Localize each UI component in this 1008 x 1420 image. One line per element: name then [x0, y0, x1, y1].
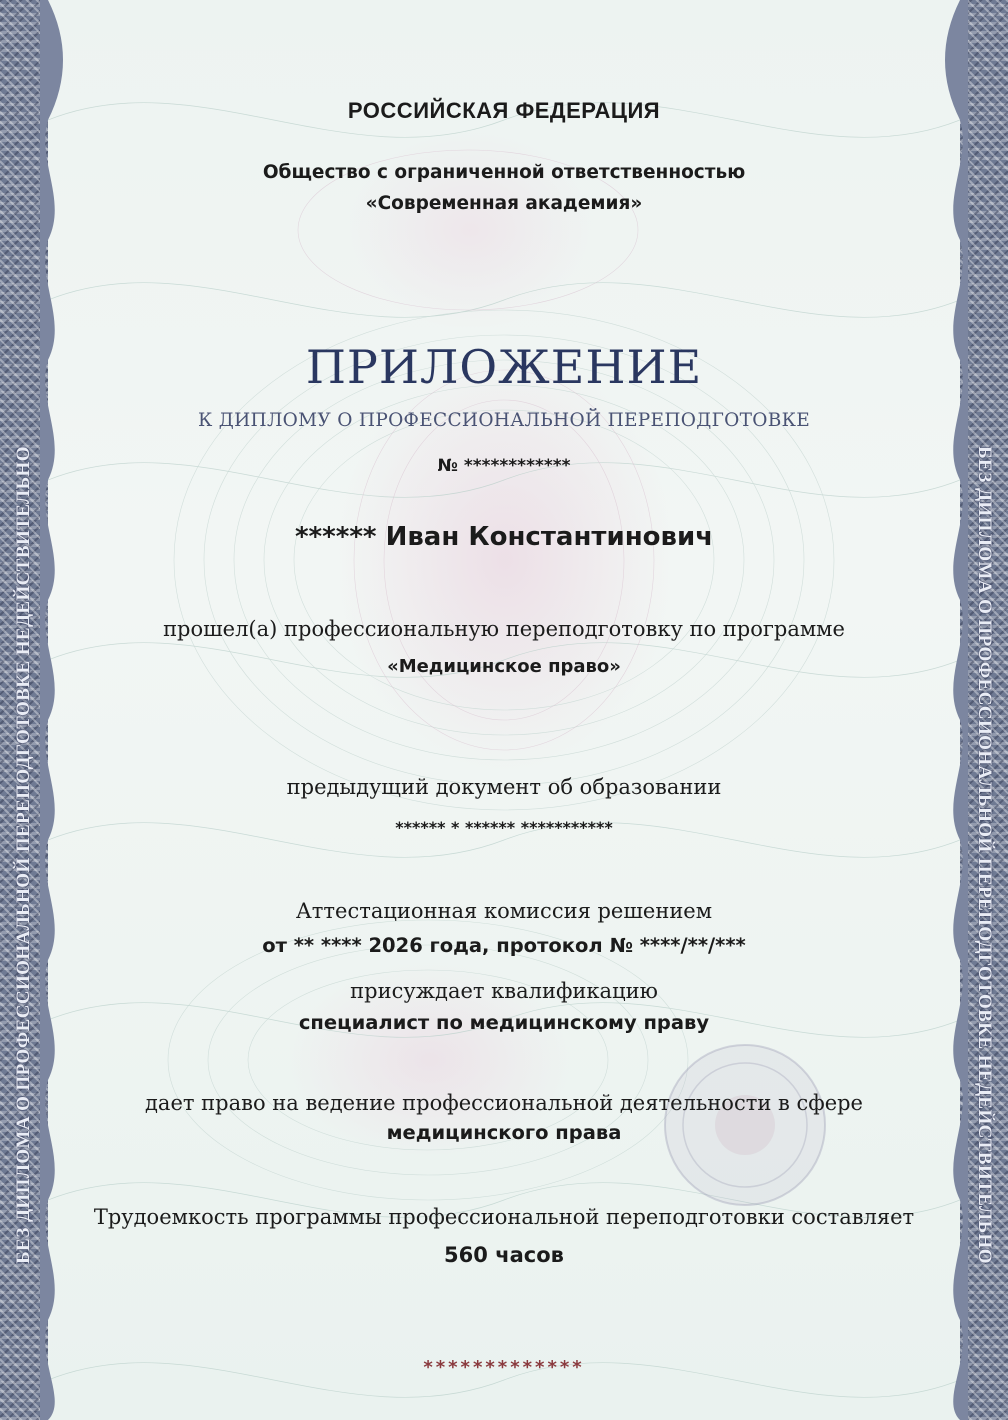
organization-type: Общество с ограниченной ответственностью	[262, 162, 746, 183]
left-border-caption: БЕЗ ДИПЛОМА О ПРОФЕССИОНАЛЬНОЙ ПЕРЕПОДГОТОВКЕ НЕДЕЙСТВИТЕЛЬНО	[13, 446, 34, 1264]
previous-document-label: предыдущий документ об образовании	[286, 775, 722, 799]
previous-document-value: ****** * ****** ***********	[395, 818, 613, 837]
qualification-value: специалист по медицинскому праву	[298, 1011, 710, 1034]
completed-program-text: прошел(а) профессиональную переподготовку по программе	[163, 617, 845, 641]
program-name: «Медицинское право»	[387, 656, 621, 677]
serial-number: *************	[423, 1357, 585, 1378]
document-number: № ************	[437, 456, 571, 476]
commission-decision: от ** **** 2026 года, протокол № ****/**/***	[262, 934, 746, 957]
commission-text: Аттестационная комиссия решением	[295, 899, 713, 923]
document-subtitle: К ДИПЛОМУ О ПРОФЕССИОНАЛЬНОЙ ПЕРЕПОДГОТОВКЕ	[197, 410, 811, 431]
document-title: ПРИЛОЖЕНИЕ	[305, 340, 703, 394]
activity-sphere: медицинского права	[386, 1121, 622, 1144]
organization-name: «Современная академия»	[365, 193, 643, 214]
rights-text: дает право на ведение профессиональной деятельности в сфере	[145, 1091, 863, 1115]
program-hours: 560 часов	[444, 1243, 564, 1267]
right-border-caption: БЕЗ ДИПЛОМА О ПРОФЕССИОНАЛЬНОЙ ПЕРЕПОДГОТОВКЕ НЕДЕЙСТВИТЕЛЬНО	[974, 446, 995, 1264]
awards-qualification-text: присуждает квалификацию	[350, 979, 658, 1003]
workload-text: Трудоемкость программы профессиональной переподготовки составляет	[93, 1205, 915, 1229]
country-heading: РОССИЙСКАЯ ФЕДЕРАЦИЯ	[347, 98, 661, 123]
holder-name: ****** Иван Константинович	[294, 522, 714, 552]
